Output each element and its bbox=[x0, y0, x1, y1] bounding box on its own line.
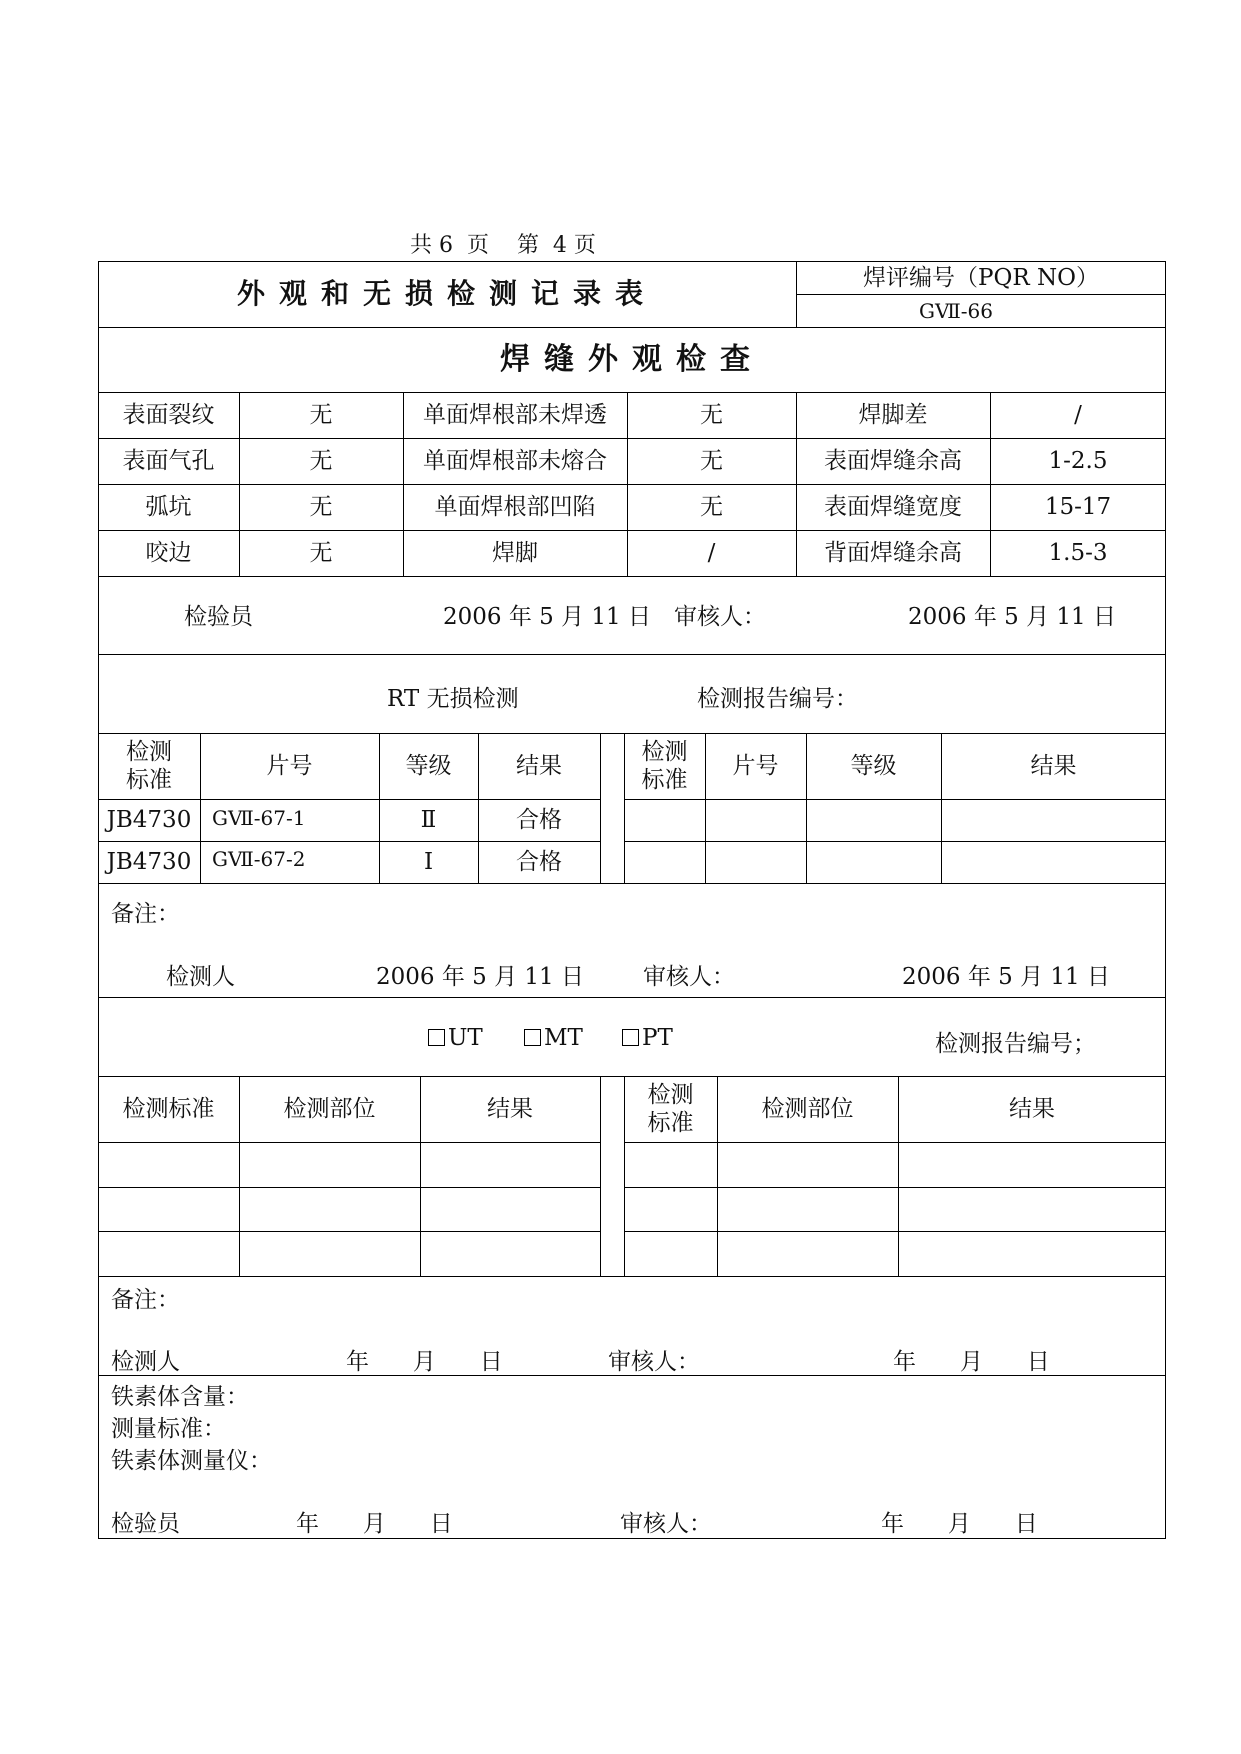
rt-header-standard-2: 检测 标准 bbox=[641, 739, 688, 793]
pqr-label: 焊评编号（PQR NO） bbox=[863, 264, 1099, 291]
rt-remark-label: 备注： bbox=[111, 901, 180, 927]
rt-tester-date: 2006 年 5 月 11 日 bbox=[376, 964, 584, 990]
rt-header-standard: 检测 标准 bbox=[126, 739, 172, 793]
divider bbox=[98, 1375, 1166, 1376]
rt-header-result-2: 结果 bbox=[1030, 753, 1077, 779]
ferrite-reviewer-date: 年 月 日 bbox=[881, 1511, 1038, 1537]
rt-header-result: 结果 bbox=[516, 753, 562, 779]
ndt-header-result: 结果 bbox=[487, 1096, 533, 1122]
reviewer-date: 2006 年 5 月 11 日 bbox=[908, 604, 1116, 630]
ndt-header-location-2: 检测部位 bbox=[761, 1096, 854, 1122]
rt-header-film-no-2: 片号 bbox=[732, 753, 779, 779]
page-info: 共 6 页 第 4 页 bbox=[410, 233, 596, 258]
ndt-header-standard-2: 检测 标准 bbox=[647, 1082, 694, 1136]
divider bbox=[600, 733, 601, 883]
visual-item-label: 咬边 bbox=[145, 540, 192, 566]
visual-item-value: 15-17 bbox=[1044, 494, 1112, 520]
visual-item-label: 表面裂纹 bbox=[122, 402, 215, 428]
ndt-tester-label: 检测人 bbox=[111, 1349, 180, 1375]
reviewer-label: 审核人： bbox=[674, 604, 766, 630]
ndt-tester-date: 年 月 日 bbox=[346, 1349, 503, 1375]
checkbox-icon bbox=[428, 1029, 445, 1046]
ndt-option-ut[interactable] bbox=[428, 1025, 483, 1051]
rt-title: RT 无损检测 bbox=[387, 686, 519, 712]
visual-item-label: 单面焊根部凹陷 bbox=[434, 494, 596, 520]
ferrite-content-label: 铁素体含量： bbox=[111, 1384, 249, 1410]
ferrite-instrument-label: 铁素体测量仪： bbox=[111, 1448, 272, 1474]
ndt-header-location: 检测部位 bbox=[283, 1096, 376, 1122]
ndt-option-label: MT bbox=[544, 1025, 583, 1051]
ndt-reviewer-date: 年 月 日 bbox=[893, 1349, 1050, 1375]
divider bbox=[624, 1142, 1166, 1143]
checkbox-icon bbox=[524, 1029, 541, 1046]
rt-cell-standard: JB4730 bbox=[106, 849, 192, 875]
visual-item-label: 表面焊缝余高 bbox=[824, 448, 962, 474]
inspector-date: 2006 年 5 月 11 日 bbox=[443, 604, 651, 630]
pqr-value: GⅦ-66 bbox=[919, 298, 993, 323]
ndt-option-mt[interactable] bbox=[524, 1025, 583, 1051]
divider bbox=[98, 883, 1166, 884]
form-title: 外观和无损检测记录表 bbox=[236, 277, 657, 310]
rt-header-grade: 等级 bbox=[405, 753, 452, 779]
rt-reviewer-date: 2006 年 5 月 11 日 bbox=[902, 964, 1110, 990]
inspector-label: 检验员 bbox=[184, 604, 253, 630]
ferrite-inspector-label: 检验员 bbox=[111, 1511, 180, 1537]
rt-cell-film-no: GⅦ-67-1 bbox=[212, 806, 306, 830]
visual-item-label: 背面焊缝余高 bbox=[824, 540, 962, 566]
rt-cell-grade: Ⅱ bbox=[420, 807, 437, 833]
visual-item-label: 单面焊根部未熔合 bbox=[423, 448, 607, 474]
visual-item-value: 无 bbox=[700, 494, 723, 520]
ndt-header-standard: 检测标准 bbox=[122, 1096, 215, 1122]
visual-item-label: 焊脚 bbox=[492, 540, 538, 566]
ndt-report-label: 检测报告编号； bbox=[935, 1031, 1096, 1057]
rt-cell-result: 合格 bbox=[516, 807, 562, 833]
rt-cell-grade: Ⅰ bbox=[423, 849, 434, 875]
divider bbox=[98, 1276, 1166, 1277]
visual-item-value: / bbox=[707, 540, 716, 566]
ferrite-reviewer-label: 审核人： bbox=[620, 1511, 712, 1537]
divider bbox=[624, 1231, 1166, 1232]
rt-reviewer-label: 审核人： bbox=[643, 964, 735, 990]
ferrite-inspector-date: 年 月 日 bbox=[296, 1511, 453, 1537]
ndt-remark-label: 备注： bbox=[111, 1287, 180, 1313]
divider bbox=[600, 1076, 601, 1276]
divider bbox=[624, 1187, 1166, 1188]
visual-item-value: 无 bbox=[309, 540, 333, 566]
rt-tester-label: 检测人 bbox=[166, 964, 235, 990]
visual-item-value: 无 bbox=[309, 494, 333, 520]
visual-section-title: 焊缝外观检查 bbox=[500, 341, 764, 377]
visual-item-value: 无 bbox=[309, 448, 333, 474]
rt-header-grade-2: 等级 bbox=[850, 753, 897, 779]
visual-item-label: 焊脚差 bbox=[858, 402, 928, 428]
visual-item-label: 弧坑 bbox=[145, 494, 192, 520]
rt-cell-result: 合格 bbox=[516, 849, 562, 875]
ndt-option-label: PT bbox=[642, 1025, 673, 1051]
divider bbox=[98, 1142, 600, 1143]
divider bbox=[624, 799, 1166, 800]
visual-item-value: 1.5-3 bbox=[1048, 540, 1108, 566]
divider bbox=[98, 1187, 600, 1188]
rt-cell-standard: JB4730 bbox=[106, 807, 192, 833]
visual-item-label: 表面焊缝宽度 bbox=[824, 494, 962, 520]
ndt-reviewer-label: 审核人： bbox=[608, 1349, 700, 1375]
divider bbox=[98, 1231, 600, 1232]
divider bbox=[98, 576, 1166, 577]
divider bbox=[624, 841, 1166, 842]
ndt-header-result-2: 结果 bbox=[1009, 1096, 1055, 1122]
visual-item-value: 无 bbox=[700, 402, 723, 428]
ferrite-standard-label: 测量标准： bbox=[111, 1416, 226, 1442]
visual-item-value: 1-2.5 bbox=[1048, 448, 1108, 474]
visual-item-label: 表面气孔 bbox=[122, 448, 215, 474]
ndt-option-label: UT bbox=[448, 1025, 483, 1051]
visual-item-value: 无 bbox=[309, 402, 333, 428]
visual-item-value: / bbox=[1074, 402, 1082, 428]
visual-item-label: 单面焊根部未焊透 bbox=[423, 402, 607, 428]
rt-report-label: 检测报告编号： bbox=[697, 686, 858, 712]
divider bbox=[98, 997, 1166, 998]
visual-item-value: 无 bbox=[700, 448, 723, 474]
rt-cell-film-no: GⅦ-67-2 bbox=[212, 847, 306, 871]
ndt-option-pt[interactable] bbox=[622, 1025, 673, 1051]
divider bbox=[98, 654, 1166, 655]
rt-header-film-no: 片号 bbox=[266, 753, 313, 779]
checkbox-icon bbox=[622, 1029, 639, 1046]
